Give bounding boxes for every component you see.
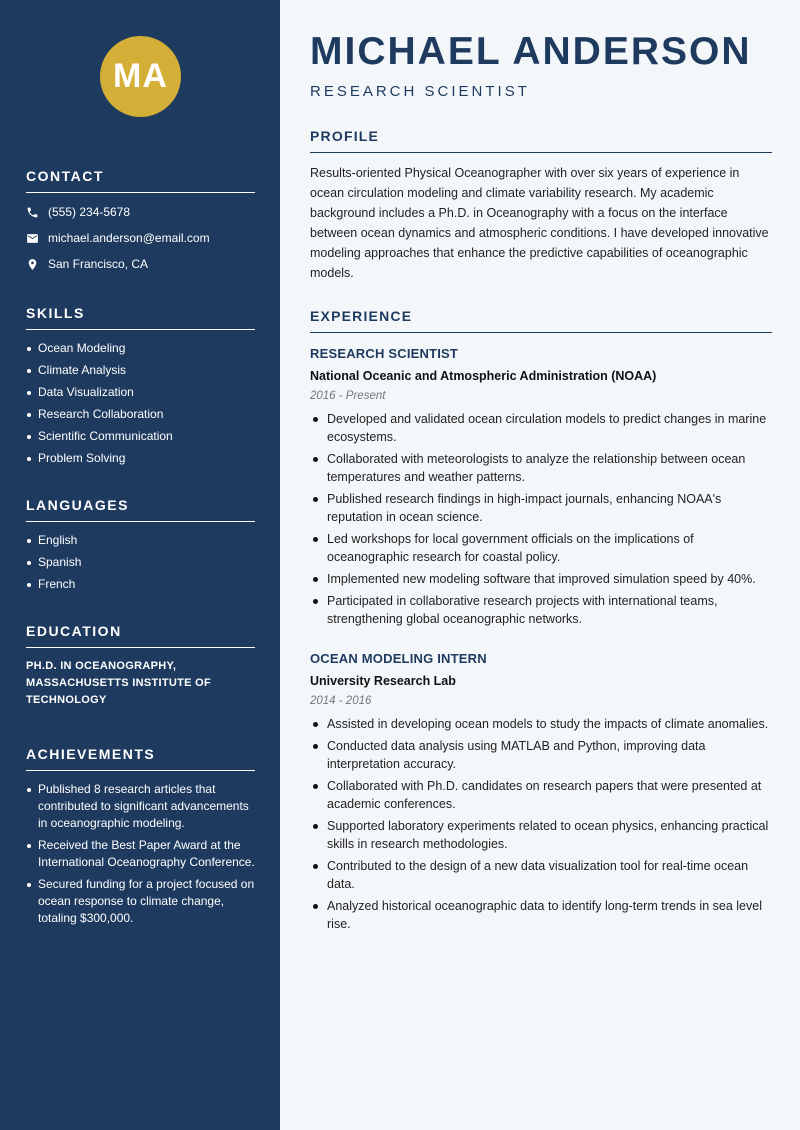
job-organization: National Oceanic and Atmospheric Administration (NOAA) [310,369,657,383]
candidate-name: MICHAEL ANDERSON [310,30,752,73]
job-entry [310,651,772,937]
job-dates: 2014 - 2016 [310,695,372,707]
achievements-heading: ACHIEVEMENTS [26,746,255,771]
skill-item: Research Collaboration [26,406,255,423]
skill-item: Climate Analysis [26,362,255,379]
language-item: Spanish [26,554,255,571]
profile-heading: PROFILE [310,128,772,153]
achievements-list [26,781,255,927]
achievement-item: Published 8 research articles that contributed to significant advancements in oceanographic modeling. [26,781,255,832]
languages-list [26,532,255,593]
contact-email [26,225,255,251]
languages-section [26,497,255,598]
achievement-item: Received the Best Paper Award at the International Oceanography Conference. [26,837,255,871]
job-dates: 2016 - Present [310,390,386,402]
job-bullet: Contributed to the design of a new data visualization tool for real-time ocean data. [310,857,772,893]
job-bullet: Collaborated with meteorologists to analyze the relationship between ocean temperatures and weather patterns. [310,450,772,486]
languages-heading: LANGUAGES [26,497,255,522]
email-text: michael.anderson@email.com [48,231,210,245]
skill-item: Scientific Communication [26,428,255,445]
location-text: San Francisco, CA [48,257,149,271]
contact-phone [26,199,255,225]
avatar: MA [100,36,181,117]
education-section [26,623,255,709]
profile-text: Results-oriented Physical Oceanographer with over six years of experience in ocean circulation modeling and climate variability research. My academic background includes a Ph.D. in Oceanography with a focus on the interface between ocean dynamics and atmospheric conditions. I have developed innovative modeling approaches that enhance the predictive capabilities of oceanographic models. [310,166,769,280]
job-bullet: Conducted data analysis using MATLAB and Python, improving data interpretation accuracy. [310,737,772,773]
job-bullets [310,410,772,628]
job-bullet: Participated in collaborative research projects with international teams, strengthening global oceanographic networks. [310,592,772,628]
location-pin-icon [26,258,39,271]
job-bullet: Analyzed historical oceanographic data to identify long-term trends in sea level rise. [310,897,772,933]
language-item: English [26,532,255,549]
job-bullet: Collaborated with Ph.D. candidates on research papers that were presented at academic conferences. [310,777,772,813]
job-organization: University Research Lab [310,674,456,688]
job-bullet: Led workshops for local government officials on the implications of oceanographic research for coastal policy. [310,530,772,566]
contact-location [26,251,255,277]
job-entry [310,346,772,632]
education-heading: EDUCATION [26,623,255,648]
job-title: OCEAN MODELING INTERN [310,651,487,666]
mail-icon [26,232,39,245]
skills-heading: SKILLS [26,305,255,330]
job-bullet: Implemented new modeling software that improved simulation speed by 40%. [310,570,772,588]
education-degree: PH.D. IN OCEANOGRAPHY, MASSACHUSETTS INSTITUTE OF TECHNOLOGY [26,660,212,706]
sidebar [0,0,280,1130]
skill-item: Ocean Modeling [26,340,255,357]
job-bullets [310,715,772,933]
skill-item: Problem Solving [26,450,255,467]
skills-section [26,305,255,472]
contact-section [26,168,255,277]
job-title: RESEARCH SCIENTIST [310,346,459,361]
phone-text: (555) 234-5678 [48,205,131,219]
contact-heading: CONTACT [26,168,255,193]
phone-icon [26,206,39,219]
job-bullet: Assisted in developing ocean models to study the impacts of climate anomalies. [310,715,772,733]
job-bullet: Supported laboratory experiments related to ocean physics, enhancing practical skills in research methodologies. [310,817,772,853]
skill-item: Data Visualization [26,384,255,401]
achievement-item: Secured funding for a project focused on ocean response to climate change, totaling $300,000. [26,876,255,927]
experience-heading: EXPERIENCE [310,308,772,333]
job-bullet: Published research findings in high-impact journals, enhancing NOAA's reputation in ocean science. [310,490,772,526]
skills-list [26,340,255,467]
job-bullet: Developed and validated ocean circulation models to predict changes in marine ecosystems. [310,410,772,446]
candidate-title: RESEARCH SCIENTIST [310,83,530,100]
achievements-section [26,746,255,932]
language-item: French [26,576,255,593]
